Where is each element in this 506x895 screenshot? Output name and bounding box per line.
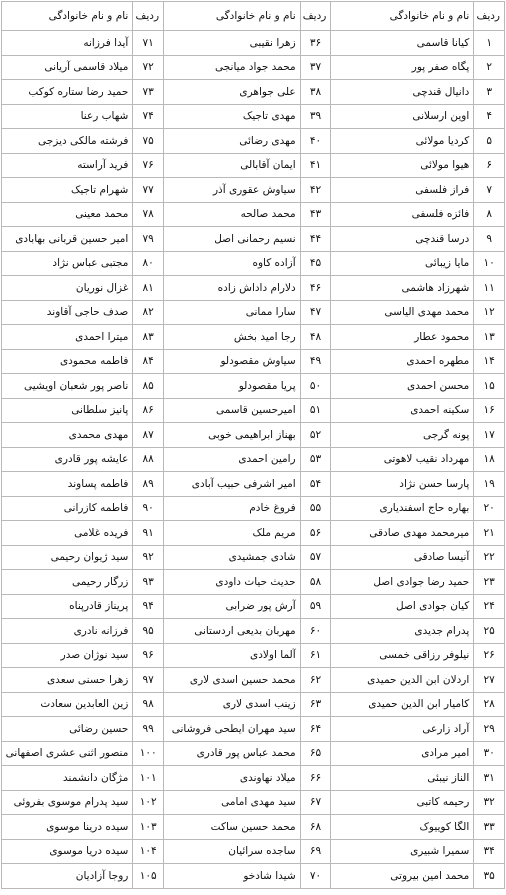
full-name: نسیم رحمانی اصل xyxy=(164,227,301,252)
row-number: ۸ xyxy=(474,202,505,227)
row-number: ۳۱ xyxy=(474,766,505,791)
row-number: ۹۲ xyxy=(133,545,164,570)
table-row xyxy=(2,741,505,766)
row-number: ۹ xyxy=(474,227,505,252)
row-number: ۵۱ xyxy=(300,398,331,423)
table-row xyxy=(2,300,505,325)
row-number: ۱۱ xyxy=(474,276,505,301)
full-name: امیر مرادی xyxy=(331,741,474,766)
row-number: ۹۱ xyxy=(133,521,164,546)
row-number: ۴۷ xyxy=(300,300,331,325)
row-number: ۲۹ xyxy=(474,717,505,742)
table-row xyxy=(2,129,505,154)
row-number: ۱۴ xyxy=(474,349,505,374)
row-number: ۳۵ xyxy=(474,864,505,889)
table-row xyxy=(2,423,505,448)
full-name: زهرا نقیبی xyxy=(164,31,301,56)
full-name: مهدی رضائی xyxy=(164,129,301,154)
full-name: ایمان آقابالی xyxy=(164,153,301,178)
header-row xyxy=(2,2,505,31)
row-number: ۶۱ xyxy=(300,643,331,668)
row-number: ۳۴ xyxy=(474,839,505,864)
page xyxy=(1,1,505,893)
full-name: مایا زیبائی xyxy=(331,251,474,276)
full-name: سکینه احمدی xyxy=(331,398,474,423)
row-number: ۶۶ xyxy=(300,766,331,791)
table-header xyxy=(2,2,505,31)
full-name: شهاب رعنا xyxy=(2,104,133,129)
row-number: ۱۷ xyxy=(474,423,505,448)
full-name: بهناز ابراهیمی خوبی xyxy=(164,423,301,448)
full-name: پریناز قادرپناه xyxy=(2,594,133,619)
row-number: ۸۲ xyxy=(133,300,164,325)
full-name: مجتبی عباس نژاد xyxy=(2,251,133,276)
full-name: سید ژیوان رحیمی xyxy=(2,545,133,570)
row-number: ۱۲ xyxy=(474,300,505,325)
row-number: ۱ xyxy=(474,31,505,56)
row-number: ۵۳ xyxy=(300,447,331,472)
full-name: سیاوش مقصودلو xyxy=(164,349,301,374)
full-name: محسن احمدی xyxy=(331,374,474,399)
table-row xyxy=(2,276,505,301)
full-name: هیوا مولائی xyxy=(331,153,474,178)
full-name: آرش پور ضرابی xyxy=(164,594,301,619)
row-number: ۱۵ xyxy=(474,374,505,399)
row-number: ۶۲ xyxy=(300,668,331,693)
row-number: ۴۳ xyxy=(300,202,331,227)
table-row xyxy=(2,815,505,840)
full-name: شهرزاد هاشمی xyxy=(331,276,474,301)
full-name: مهدی محمدی xyxy=(2,423,133,448)
full-name: فاطمه محمودی xyxy=(2,349,133,374)
full-name: دلارام داداش زاده xyxy=(164,276,301,301)
full-name: سمیرا شبیری xyxy=(331,839,474,864)
row-number: ۲۳ xyxy=(474,570,505,595)
full-name: ساجده سرائیان xyxy=(164,839,301,864)
full-name: رحیمه کاتبی xyxy=(331,790,474,815)
header-full-name-3: نام و نام خانوادگی xyxy=(2,2,133,31)
full-name: پانیز سلطانی xyxy=(2,398,133,423)
row-number: ۹۸ xyxy=(133,692,164,717)
row-number: ۶۷ xyxy=(300,790,331,815)
full-name: رجا امید بخش xyxy=(164,325,301,350)
full-name: فروغ خادم xyxy=(164,496,301,521)
table-row xyxy=(2,570,505,595)
row-number: ۸۷ xyxy=(133,423,164,448)
row-number: ۳۶ xyxy=(300,31,331,56)
row-number: ۱۰۰ xyxy=(133,741,164,766)
full-name: سید مهران ایطحی فروشانی xyxy=(164,717,301,742)
table-row xyxy=(2,104,505,129)
row-number: ۷۲ xyxy=(133,55,164,80)
row-number: ۹۵ xyxy=(133,619,164,644)
row-number: ۴ xyxy=(474,104,505,129)
row-number: ۷۱ xyxy=(133,31,164,56)
row-number: ۲۷ xyxy=(474,668,505,693)
full-name: سید مهدی امامی xyxy=(164,790,301,815)
table-row xyxy=(2,839,505,864)
full-name: الگا کوییوک xyxy=(331,815,474,840)
row-number: ۹۰ xyxy=(133,496,164,521)
full-name: مطهره احمدی xyxy=(331,349,474,374)
row-number: ۱۰۲ xyxy=(133,790,164,815)
table-row xyxy=(2,251,505,276)
full-name: آراد زارعی xyxy=(331,717,474,742)
row-number: ۱۰ xyxy=(474,251,505,276)
row-number: ۷۸ xyxy=(133,202,164,227)
names-table xyxy=(1,1,505,889)
table-row xyxy=(2,227,505,252)
row-number: ۵۷ xyxy=(300,545,331,570)
table-row xyxy=(2,521,505,546)
row-number: ۷ xyxy=(474,178,505,203)
full-name: مهرداد نقیب لاهوتی xyxy=(331,447,474,472)
full-name: زهرا حسنی سعدی xyxy=(2,668,133,693)
row-number: ۵۰ xyxy=(300,374,331,399)
table-row xyxy=(2,790,505,815)
full-name: فریده غلامی xyxy=(2,521,133,546)
table-row xyxy=(2,31,505,56)
table-row xyxy=(2,864,505,889)
table-row xyxy=(2,398,505,423)
row-number: ۳۳ xyxy=(474,815,505,840)
full-name: مهربان بدیعی اردستانی xyxy=(164,619,301,644)
header-full-name-1: نام و نام خانوادگی xyxy=(331,2,474,31)
full-name: آیدا فرزانه xyxy=(2,31,133,56)
full-name: میلاد نهاوندی xyxy=(164,766,301,791)
full-name: امیر اشرفی حبیب آبادی xyxy=(164,472,301,497)
table-row xyxy=(2,692,505,717)
table-row xyxy=(2,374,505,399)
full-name: فراز فلسفی xyxy=(331,178,474,203)
row-number: ۲۰ xyxy=(474,496,505,521)
row-number: ۳۲ xyxy=(474,790,505,815)
full-name: زینب اسدی لاری xyxy=(164,692,301,717)
full-name: حدیث حیات داودی xyxy=(164,570,301,595)
full-name: فائزه فلسفی xyxy=(331,202,474,227)
full-name: روجا آزادیان xyxy=(2,864,133,889)
row-number: ۹۳ xyxy=(133,570,164,595)
full-name: درسا قندچی xyxy=(331,227,474,252)
table-row xyxy=(2,619,505,644)
row-number: ۶۵ xyxy=(300,741,331,766)
row-number: ۶۴ xyxy=(300,717,331,742)
full-name: غزال نوریان xyxy=(2,276,133,301)
full-name: منصور اثنی عشری اصفهانی xyxy=(2,741,133,766)
full-name: محمد عباس پور قادری xyxy=(164,741,301,766)
full-name: آزاده کاوه xyxy=(164,251,301,276)
full-name: حسین رضائی xyxy=(2,717,133,742)
table-row xyxy=(2,643,505,668)
full-name: محمد صالحه xyxy=(164,202,301,227)
row-number: ۱۸ xyxy=(474,447,505,472)
full-name: امیرحسین قاسمی xyxy=(164,398,301,423)
row-number: ۵۲ xyxy=(300,423,331,448)
row-number: ۹۷ xyxy=(133,668,164,693)
header-full-name-2: نام و نام خانوادگی xyxy=(164,2,301,31)
row-number: ۳۷ xyxy=(300,55,331,80)
full-name: زین العابدین سعادت xyxy=(2,692,133,717)
row-number: ۸۱ xyxy=(133,276,164,301)
row-number: ۸۹ xyxy=(133,472,164,497)
full-name: عایشه پور قادری xyxy=(2,447,133,472)
table-body xyxy=(2,31,505,889)
full-name: امیر حسین قربانی بهابادی xyxy=(2,227,133,252)
row-number: ۶ xyxy=(474,153,505,178)
row-number: ۳۸ xyxy=(300,80,331,105)
full-name: حمید رضا جوادی اصل xyxy=(331,570,474,595)
row-number: ۱۰۳ xyxy=(133,815,164,840)
row-number: ۸۸ xyxy=(133,447,164,472)
full-name: ناصر پور شعبان اویشیی xyxy=(2,374,133,399)
full-name: کیان جوادی اصل xyxy=(331,594,474,619)
table-row xyxy=(2,668,505,693)
row-number: ۸۰ xyxy=(133,251,164,276)
full-name: محمد معینی xyxy=(2,202,133,227)
full-name: صدف حاجی آقاوند xyxy=(2,300,133,325)
full-name: پدرام جدیدی xyxy=(331,619,474,644)
full-name: مریم ملک xyxy=(164,521,301,546)
full-name: رامین احمدی xyxy=(164,447,301,472)
row-number: ۸۳ xyxy=(133,325,164,350)
table-row xyxy=(2,717,505,742)
full-name: زرگار رحیمی xyxy=(2,570,133,595)
table-row xyxy=(2,202,505,227)
table-row xyxy=(2,447,505,472)
full-name: پریا مقصودلو xyxy=(164,374,301,399)
table-row xyxy=(2,325,505,350)
row-number: ۸۶ xyxy=(133,398,164,423)
full-name: پونه گرجی xyxy=(331,423,474,448)
row-number: ۵۶ xyxy=(300,521,331,546)
full-name: حمید رضا ستاره کوکب xyxy=(2,80,133,105)
row-number: ۴۸ xyxy=(300,325,331,350)
full-name: سید نوژان صدر xyxy=(2,643,133,668)
table-row xyxy=(2,545,505,570)
full-name: الناز نیبئی xyxy=(331,766,474,791)
row-number: ۴۱ xyxy=(300,153,331,178)
full-name: آنیسا صادقی xyxy=(331,545,474,570)
full-name: کامیار ابن الدین حمیدی xyxy=(331,692,474,717)
row-number: ۷۷ xyxy=(133,178,164,203)
table-row xyxy=(2,80,505,105)
row-number: ۲۶ xyxy=(474,643,505,668)
full-name: سیده درینا موسوی xyxy=(2,815,133,840)
row-number: ۳۰ xyxy=(474,741,505,766)
full-name: علی جواهری xyxy=(164,80,301,105)
full-name: دانیال قندچی xyxy=(331,80,474,105)
row-number: ۷۰ xyxy=(300,864,331,889)
row-number: ۱۶ xyxy=(474,398,505,423)
row-number: ۴۲ xyxy=(300,178,331,203)
row-number: ۲ xyxy=(474,55,505,80)
row-number: ۵ xyxy=(474,129,505,154)
row-number: ۷۶ xyxy=(133,153,164,178)
full-name: محمد حسین اسدی لاری xyxy=(164,668,301,693)
full-name: پگاه صفر پور xyxy=(331,55,474,80)
row-number: ۲۸ xyxy=(474,692,505,717)
row-number: ۶۹ xyxy=(300,839,331,864)
row-number: ۱۰۱ xyxy=(133,766,164,791)
full-name: سیده دریا موسوی xyxy=(2,839,133,864)
full-name: محمد مهدی الیاسی xyxy=(331,300,474,325)
table-row xyxy=(2,766,505,791)
full-name: محمد جواد میانجی xyxy=(164,55,301,80)
full-name: محمد امین بیروتی xyxy=(331,864,474,889)
row-number: ۴۹ xyxy=(300,349,331,374)
row-number: ۵۵ xyxy=(300,496,331,521)
table-row xyxy=(2,594,505,619)
full-name: اوین ارسلانی xyxy=(331,104,474,129)
row-number: ۶۳ xyxy=(300,692,331,717)
row-number: ۹۴ xyxy=(133,594,164,619)
row-number: ۲۱ xyxy=(474,521,505,546)
row-number: ۸۵ xyxy=(133,374,164,399)
row-number: ۳۹ xyxy=(300,104,331,129)
row-number: ۹۶ xyxy=(133,643,164,668)
full-name: مهدی تاجیک xyxy=(164,104,301,129)
table-row xyxy=(2,153,505,178)
full-name: فرید آراسته xyxy=(2,153,133,178)
full-name: میلاد قاسمی آریانی xyxy=(2,55,133,80)
row-number: ۹۹ xyxy=(133,717,164,742)
full-name: اردلان ابن الدین حمیدی xyxy=(331,668,474,693)
full-name: پارسا حسن نژاد xyxy=(331,472,474,497)
full-name: کیانا قاسمی xyxy=(331,31,474,56)
table-row xyxy=(2,178,505,203)
row-number: ۵۹ xyxy=(300,594,331,619)
full-name: بهاره حاج اسفندیاری xyxy=(331,496,474,521)
full-name: محمد حسین ساکت xyxy=(164,815,301,840)
header-row-number-2: ردیف xyxy=(300,2,331,31)
full-name: فاطمه کازرانی xyxy=(2,496,133,521)
full-name: کردیا مولائی xyxy=(331,129,474,154)
row-number: ۶۰ xyxy=(300,619,331,644)
table-row xyxy=(2,349,505,374)
row-number: ۴۰ xyxy=(300,129,331,154)
row-number: ۳ xyxy=(474,80,505,105)
table-row xyxy=(2,496,505,521)
full-name: آلما اولادی xyxy=(164,643,301,668)
full-name: شهرام تاجیک xyxy=(2,178,133,203)
full-name: شادی جمشیدی xyxy=(164,545,301,570)
full-name: نیلوفر رزاقی خمسی xyxy=(331,643,474,668)
row-number: ۱۰۵ xyxy=(133,864,164,889)
full-name: محمود عطار xyxy=(331,325,474,350)
row-number: ۷۹ xyxy=(133,227,164,252)
row-number: ۱۰۴ xyxy=(133,839,164,864)
row-number: ۷۵ xyxy=(133,129,164,154)
header-row-number-1: ردیف xyxy=(474,2,505,31)
row-number: ۴۴ xyxy=(300,227,331,252)
full-name: میترا احمدی xyxy=(2,325,133,350)
full-name: سید پدرام موسوی بفروئی xyxy=(2,790,133,815)
row-number: ۴۵ xyxy=(300,251,331,276)
row-number: ۱۹ xyxy=(474,472,505,497)
row-number: ۵۸ xyxy=(300,570,331,595)
table-row xyxy=(2,55,505,80)
full-name: شیدا شادخو xyxy=(164,864,301,889)
row-number: ۴۶ xyxy=(300,276,331,301)
row-number: ۲۵ xyxy=(474,619,505,644)
full-name: فرشته مالکی دیزجی xyxy=(2,129,133,154)
row-number: ۵۴ xyxy=(300,472,331,497)
row-number: ۷۴ xyxy=(133,104,164,129)
row-number: ۶۸ xyxy=(300,815,331,840)
table-row xyxy=(2,472,505,497)
full-name: سارا ممانی xyxy=(164,300,301,325)
full-name: مژگان دانشمند xyxy=(2,766,133,791)
row-number: ۸۴ xyxy=(133,349,164,374)
header-row-number-3: ردیف xyxy=(133,2,164,31)
full-name: سیاوش عقوری آذر xyxy=(164,178,301,203)
row-number: ۷۳ xyxy=(133,80,164,105)
full-name: فاطمه پساوند xyxy=(2,472,133,497)
row-number: ۲۴ xyxy=(474,594,505,619)
row-number: ۱۳ xyxy=(474,325,505,350)
full-name: فرزانه نادری xyxy=(2,619,133,644)
row-number: ۲۲ xyxy=(474,545,505,570)
full-name: میرمحمد مهدی صادقی xyxy=(331,521,474,546)
